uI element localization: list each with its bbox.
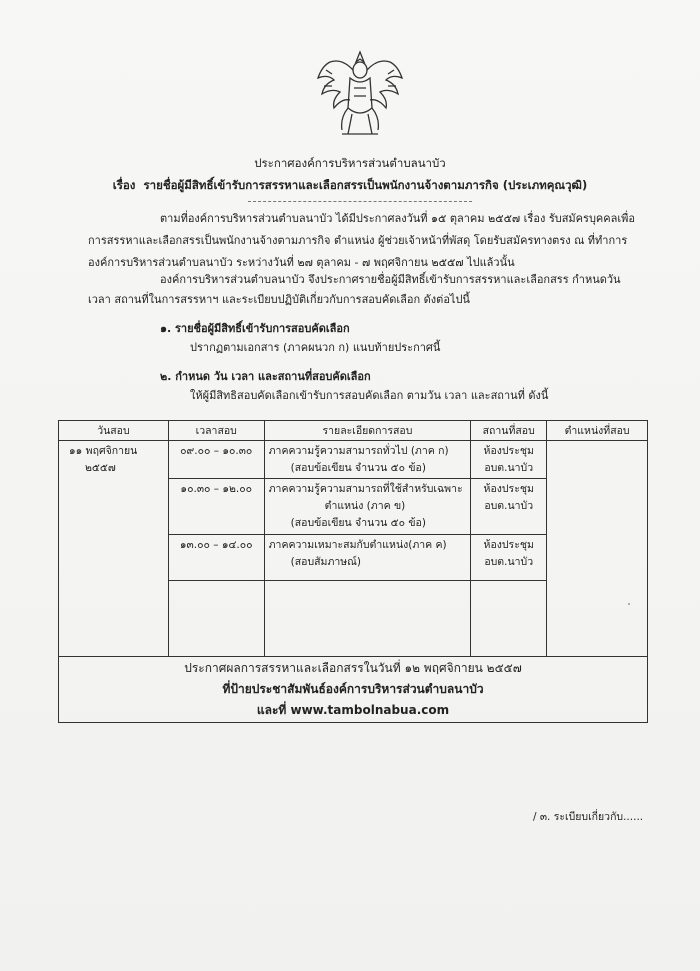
para2-line2: เวลา สถานที่ในการสรรหาฯ และระเบียบปฏิบัติเกี่ยวกับการสอบคัดเลือก ดังต่อไปนี้ — [88, 293, 470, 306]
exam-detail-line1: ภาคความเหมาะสมกับตำแหน่ง(ภาค ค) — [268, 539, 447, 551]
empty-cell — [471, 581, 547, 657]
exam-detail-cell — [264, 479, 471, 535]
table-header-row — [59, 421, 648, 441]
continued-page-note: / ๓. ระเบียบเกี่ยวกับ...... — [533, 811, 644, 823]
result-announcement-line2: ที่ป้ายประชาสัมพันธ์องค์การบริหารส่วนตำบลนาบัว — [222, 682, 484, 696]
subject-text: รายชื่อผู้มีสิทธิ์เข้ารับการสรรหาและเลือกสรรเป็นพนักงานจ้างตามภารกิจ (ประเภทคุณวุฒิ) — [143, 178, 588, 192]
exam-place-cell — [471, 535, 547, 581]
exam-schedule-table — [58, 420, 648, 723]
para1-line3: องค์การบริหารส่วนตำบลนาบัว ระหว่างวันที่ ๒๗ ตุลาคม - ๗ พฤศจิกายน ๒๕๕๗ ไปแล้วนั้น — [88, 256, 515, 269]
announcement-title: ประกาศองค์การบริหารส่วนตำบลนาบัว — [254, 156, 446, 170]
exam-place-cell — [471, 441, 547, 479]
header-exam-place: สถานที่สอบ — [471, 421, 547, 441]
section2-title: ๒. กำหนด วัน เวลา และสถานที่สอบคัดเลือก — [160, 370, 371, 383]
exam-detail-line2: (สอบข้อเขียน จำนวน ๕๐ ข้อ) — [290, 462, 426, 474]
para1-line1: ตามที่องค์การบริหารส่วนตำบลนาบัว ได้มีประกาศลงวันที่ ๑๕ ตุลาคม ๒๕๕๗ เรื่อง รับสมัครบุคคลเพื่อ — [160, 212, 635, 225]
exam-time-cell: ๑๐.๓๐ – ๑๒.๐๐ — [168, 479, 264, 535]
exam-position-cell — [547, 441, 648, 657]
empty-cell — [264, 581, 471, 657]
result-announcement-cell — [59, 657, 648, 723]
exam-detail-line2: (สอบสัมภาษณ์) — [290, 556, 362, 568]
exam-detail-line2: ตำแหน่ง (ภาค ข) — [324, 500, 406, 512]
exam-detail-line1: ภาคความรู้ความสามารถทั่วไป (ภาค ก) — [268, 445, 449, 457]
title-separator — [248, 201, 472, 202]
result-announcement-line3: และที่ www.tambolnabua.com — [256, 703, 450, 717]
exam-time-cell: ๐๙.๐๐ – ๑๐.๓๐ — [168, 441, 264, 479]
section1-title: ๑. รายชื่อผู้มีสิทธิ์เข้ารับการสอบคัดเลือก — [160, 322, 350, 335]
exam-date-line2: ๒๕๕๗ — [85, 462, 116, 474]
empty-cell — [168, 581, 264, 657]
exam-detail-line1: ภาคความรู้ความสามารถที่ใช้สำหรับเฉพาะ — [268, 483, 463, 495]
announcement-subject — [0, 178, 700, 192]
exam-place-line1: ห้องประชุม — [483, 445, 534, 457]
exam-detail-line3: (สอบข้อเขียน จำนวน ๕๐ ข้อ) — [290, 517, 426, 529]
exam-place-line2: อบต.นาบัว — [484, 462, 534, 474]
header-exam-detail: รายละเอียดการสอบ — [264, 421, 471, 441]
exam-place-line1: ห้องประชุม — [483, 483, 534, 495]
exam-place-line2: อบต.นาบัว — [484, 556, 534, 568]
result-announcement-line1: ประกาศผลการสรรหาและเลือกสรรในวันที่ ๑๒ พฤศจิกายน ๒๕๕๗ — [184, 661, 522, 675]
exam-date-line1: ๑๑ พฤศจิกายน — [69, 445, 138, 457]
exam-place-cell — [471, 479, 547, 535]
para1-line2: การสรรหาและเลือกสรรเป็นพนักงานจ้างตามภารกิจ ตำแหน่ง ผู้ช่วยเจ้าหน้าที่พัสดุ โดยรับสมัครทางตรง ณ ที่ทำการ — [88, 234, 628, 247]
garuda-emblem-icon — [312, 48, 408, 140]
table-row — [59, 441, 648, 479]
para2-line1: องค์การบริหารส่วนตำบลนาบัว จึงประกาศรายชื่อผู้มีสิทธิ์เข้ารับการสรรหาและเลือกสรร กำหนดวัน — [160, 273, 621, 286]
table-footer-row — [59, 657, 648, 723]
exam-detail-cell — [264, 535, 471, 581]
exam-detail-cell — [264, 441, 471, 479]
section2-text: ให้ผู้มีสิทธิสอบคัดเลือกเข้ารับการสอบคัดเลือก ตามวัน เวลา และสถานที่ ดังนี้ — [190, 389, 549, 402]
section1-text: ปรากฏตามเอกสาร (ภาคผนวก ก) แนบท้ายประกาศนี้ — [190, 341, 441, 354]
exam-date-cell — [59, 441, 169, 657]
exam-place-line1: ห้องประชุม — [483, 539, 534, 551]
header-exam-date: วันสอบ — [59, 421, 169, 441]
scan-speck — [628, 603, 630, 605]
subject-label: เรื่อง — [112, 178, 136, 192]
header-exam-time: เวลาสอบ — [168, 421, 264, 441]
header-exam-position: ตำแหน่งที่สอบ — [547, 421, 648, 441]
exam-place-line2: อบต.นาบัว — [484, 500, 534, 512]
exam-time-cell: ๑๓.๐๐ – ๑๔.๐๐ — [168, 535, 264, 581]
